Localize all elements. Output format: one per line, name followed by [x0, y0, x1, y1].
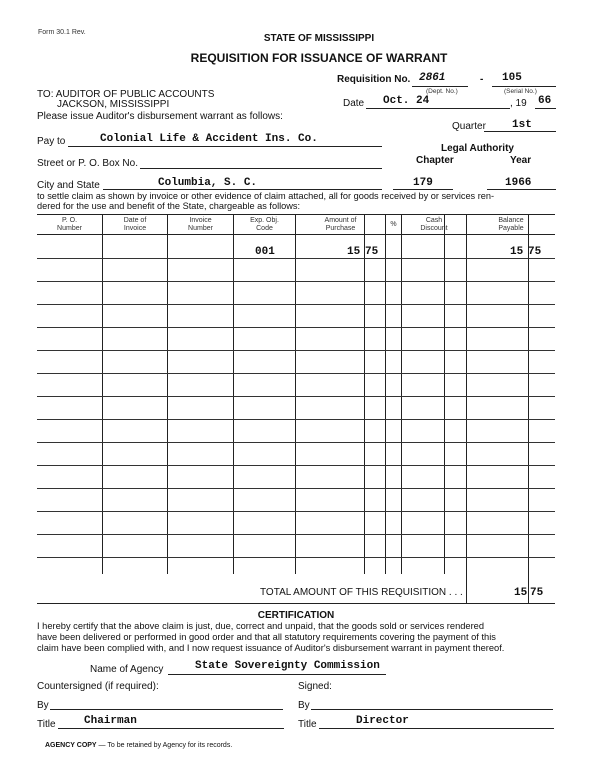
signed-title-line — [319, 728, 554, 729]
countersigned-title-label: Title — [37, 719, 56, 730]
header-cash-discount: Cash Discount — [420, 217, 448, 232]
quarter-value[interactable]: 1st — [512, 119, 532, 131]
signed-title-value[interactable]: Director — [356, 715, 409, 727]
header-exp-obj-code: Exp. Obj. Code — [250, 217, 279, 232]
state-heading: STATE OF MISSISSIPPI — [263, 33, 375, 44]
header-date-of-invoice: Date of Invoice — [123, 217, 147, 232]
quarter-label: Quarter — [452, 121, 486, 132]
serial-no-value[interactable]: 105 — [502, 72, 522, 84]
date-label: Date — [343, 98, 365, 109]
countersigned-title-line — [58, 728, 284, 729]
row1-amount-dollars[interactable]: 15 — [347, 246, 361, 258]
line-items-table — [37, 214, 555, 604]
chapter-label: Chapter — [416, 155, 454, 166]
city-value[interactable]: Columbia, S. C. — [158, 177, 258, 189]
certification-line-2: have been delivered or performed in good order and that all statutory requirements covering the payment of this — [37, 632, 496, 642]
header-amount-of-purchase: Amount of Purchase — [324, 217, 357, 232]
row1-balance-cents[interactable]: 75 — [528, 246, 542, 258]
city-line — [103, 189, 382, 190]
header-percent: % — [390, 221, 397, 228]
date-line — [366, 108, 510, 109]
settle-text-2: dered for the use and benefit of the State, chargeable as follows: — [37, 201, 301, 211]
serial-no-caption: (Serial No.) — [504, 88, 537, 95]
agency-line — [168, 674, 386, 675]
signed-by-line[interactable] — [311, 709, 553, 710]
chapter-line — [393, 189, 453, 190]
footer-note — [45, 742, 232, 749]
countersigned-title-value[interactable]: Chairman — [84, 715, 137, 727]
pay-to-line — [68, 146, 382, 147]
countersigned-by-label: By — [37, 700, 49, 711]
header-balance-payable: Balance Payable — [498, 217, 524, 232]
year-value[interactable]: 66 — [538, 95, 552, 107]
signed-by-label: By — [298, 700, 310, 711]
legal-authority-label: Legal Authority — [441, 143, 514, 154]
street-line — [140, 168, 382, 169]
total-dollars[interactable]: 15 — [514, 587, 528, 599]
certification-title: CERTIFICATION — [257, 610, 335, 621]
authority-year-value[interactable]: 1966 — [505, 177, 532, 189]
agency-value[interactable]: State Sovereignty Commission — [195, 660, 380, 672]
year-prefix: , 19 — [510, 98, 527, 109]
agency-label: Name of Agency — [90, 664, 164, 675]
table-grid-lines — [37, 214, 555, 604]
page-title: REQUISITION FOR ISSUANCE OF WARRANT — [190, 51, 448, 65]
form-number: Form 30.1 Rev. — [38, 29, 86, 36]
quarter-line — [484, 131, 556, 132]
authority-year-line — [487, 189, 556, 190]
header-po-number: P. O. Number — [57, 217, 82, 232]
instruction-text: Please issue Auditor's disbursement warrant as follows: — [37, 111, 283, 122]
certification-line-3: claim have been complied with, and I now request issuance of Auditor's disbursement warrant in payment thereof. — [37, 643, 505, 653]
footer-note-text: — To be retained by Agency for its records. — [96, 742, 233, 749]
to-line-2: JACKSON, MISSISSIPPI — [57, 99, 170, 110]
row1-amount-cents[interactable]: 75 — [365, 246, 379, 258]
total-label: TOTAL AMOUNT OF THIS REQUISITION . . . — [260, 587, 463, 598]
countersigned-label: Countersigned (if required): — [37, 681, 159, 692]
chapter-value[interactable]: 179 — [413, 177, 433, 189]
serial-no-line — [492, 86, 556, 87]
year-line — [535, 108, 556, 109]
signed-label: Signed: — [298, 681, 332, 692]
requisition-dash: - — [480, 74, 484, 85]
to-line-1: TO: AUDITOR OF PUBLIC ACCOUNTS — [37, 89, 215, 100]
pay-to-label: Pay to — [37, 136, 66, 147]
requisition-label: Requisition No. — [337, 74, 411, 85]
agency-copy-label: AGENCY COPY — [45, 742, 97, 749]
signed-title-label: Title — [298, 719, 317, 730]
settle-text-1: to settle claim as shown by invoice or other evidence of claim attached, all for goods received by or services ren- — [37, 191, 495, 201]
city-label: City and State — [37, 180, 100, 191]
pay-to-value[interactable]: Colonial Life & Accident Ins. Co. — [100, 133, 318, 145]
street-label: Street or P. O. Box No. — [37, 158, 138, 169]
date-value[interactable]: Oct. 24 — [383, 95, 430, 107]
certification-line-1: I hereby certify that the above claim is just, due, correct and unpaid, that the goods sold or services rendered — [37, 621, 485, 631]
dept-no-line — [412, 86, 468, 87]
header-invoice-number: Invoice Number — [188, 217, 213, 232]
row1-exp-code[interactable]: 001 — [255, 246, 275, 258]
total-cents[interactable]: 75 — [530, 587, 544, 599]
dept-no-value[interactable]: 2861 — [419, 72, 446, 84]
countersigned-by-line[interactable] — [50, 709, 283, 710]
row1-balance-dollars[interactable]: 15 — [510, 246, 524, 258]
year-label: Year — [510, 155, 532, 166]
dept-no-caption: (Dept. No.) — [426, 88, 458, 95]
